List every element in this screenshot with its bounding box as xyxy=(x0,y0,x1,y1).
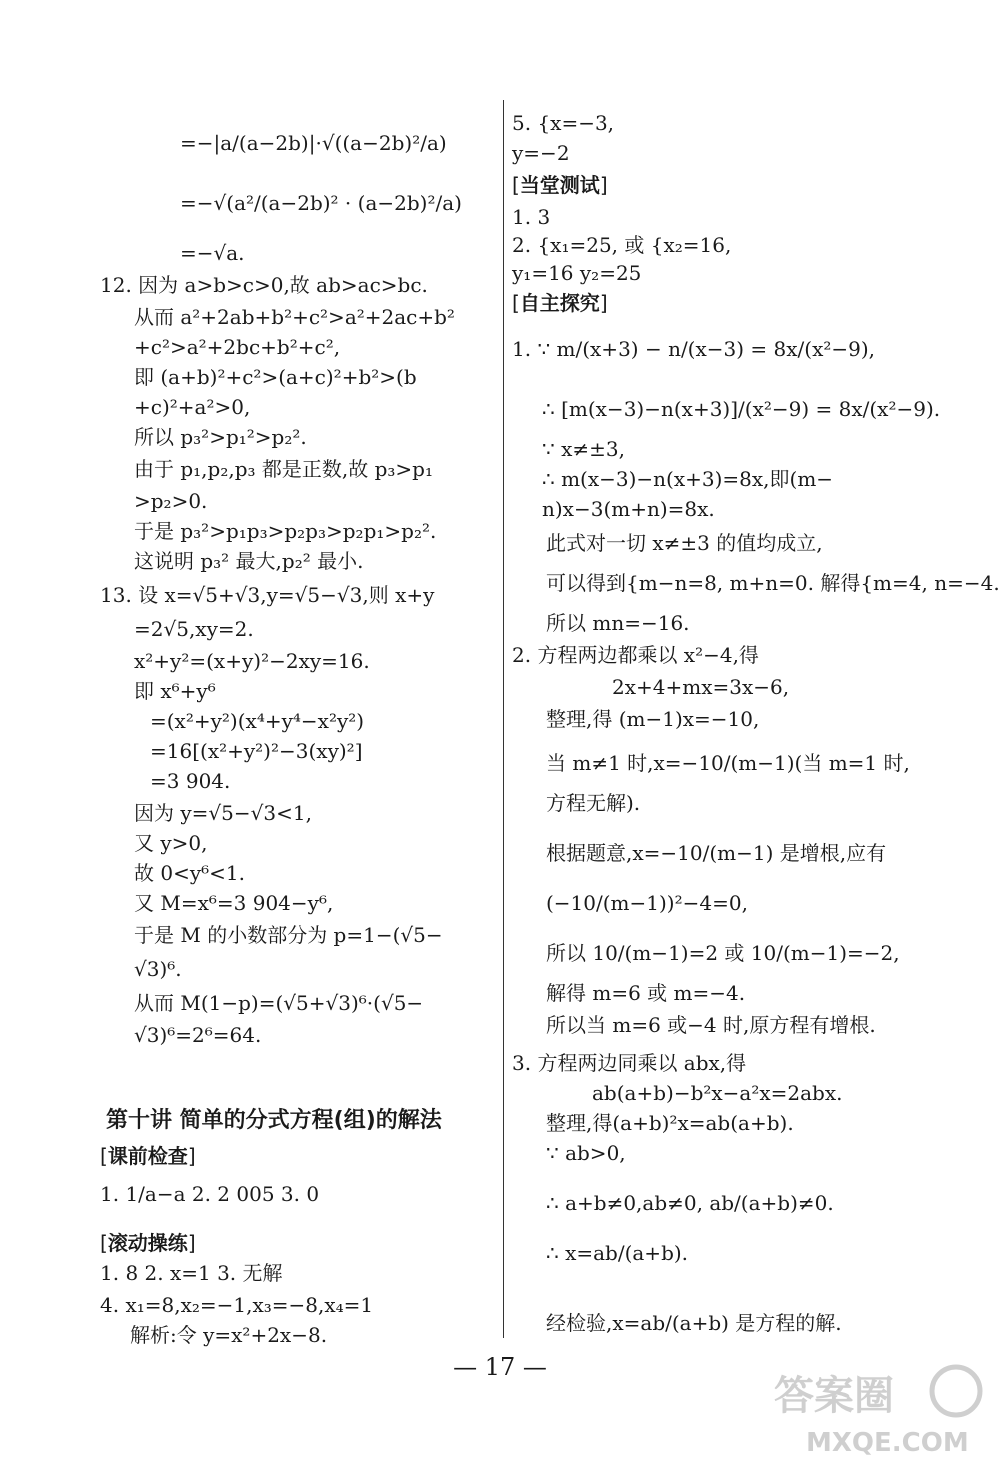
math-line: >p₂>0. xyxy=(134,489,208,513)
math-line: 由于 p₁,p₂,p₃ 都是正数,故 p₃>p₁ xyxy=(134,457,434,481)
explore-line: 此式对一切 x≠±3 的值均成立, xyxy=(546,531,823,555)
explore-line: ∴ m(x−3)−n(x+3)=8x,即(m− xyxy=(542,467,834,491)
section-class-test: [ 当堂测试 ] xyxy=(512,172,608,198)
explore-line: 所以 10/(m−1)=2 或 10/(m−1)=−2, xyxy=(546,941,900,965)
page-number: — 17 — xyxy=(453,1353,547,1381)
explore-line: 经检验,x=ab/(a+b) 是方程的解. xyxy=(546,1311,842,1335)
roll-answer-line: 1. 8 2. x=1 3. 无解 xyxy=(100,1261,283,1285)
explore-line: 1. ∵ m/(x+3) − n/(x−3) = 8x/(x²−9), xyxy=(512,337,876,361)
math-line: =−√(a²/(a−2b)² · (a−2b)²/a) xyxy=(180,191,462,215)
explore-line: ∴ a+b≠0,ab≠0, ab/(a+b)≠0. xyxy=(546,1191,834,1215)
section-self-explore: [ 自主探究 ] xyxy=(512,290,608,316)
math-line: 即 (a+b)²+c²>(a+c)²+b²>(b xyxy=(134,365,417,389)
math-line: =−√a. xyxy=(180,241,245,265)
roll-answer-line: 4. x₁=8,x₂=−1,x₃=−8,x₄=1 xyxy=(100,1293,374,1317)
math-line: √3)⁶=2⁶=64. xyxy=(134,1023,262,1047)
svg-text:答案圈: 答案圈 xyxy=(774,1373,894,1419)
math-line: 13. 设 x=√5+√3,y=√5−√3,则 x+y xyxy=(100,583,435,607)
math-line: 故 0<y⁶<1. xyxy=(134,861,245,885)
explore-line: 方程无解). xyxy=(546,791,641,815)
explore-line: n)x−3(m+n)=8x. xyxy=(542,497,715,521)
math-line: 从而 a²+2ab+b²+c²>a²+2ac+b² xyxy=(134,305,455,329)
section-pre-check: [ 课前检查 ] xyxy=(100,1143,196,1169)
explore-line: 3. 方程两边同乘以 abx,得 xyxy=(512,1051,747,1075)
explore-line: 整理,得 (m−1)x=−10, xyxy=(546,707,760,731)
math-line: 即 x⁶+y⁶ xyxy=(134,679,216,703)
math-line: 于是 M 的小数部分为 p=1−(√5− xyxy=(134,923,443,947)
explore-line: (−10/(m−1))²−4=0, xyxy=(546,891,748,915)
explore-line: 所以当 m=6 或−4 时,原方程有增根. xyxy=(546,1013,876,1037)
explore-line: ab(a+b)−b²x−a²x=2abx. xyxy=(592,1081,843,1105)
explore-line: 根据题意,x=−10/(m−1) 是增根,应有 xyxy=(546,841,887,865)
explore-line: 可以得到{m−n=8, m+n=0. 解得{m=4, n=−4. xyxy=(546,571,1000,595)
explore-line: 所以 mn=−16. xyxy=(546,611,690,635)
roll-answer-line: 解析:令 y=x²+2x−8. xyxy=(130,1323,328,1347)
math-line: =16[(x²+y²)²−3(xy)²] xyxy=(150,739,363,763)
test-answer-line: y₁=16 y₂=25 xyxy=(512,261,642,285)
math-line: =−|a/(a−2b)|·√((a−2b)²/a) xyxy=(180,131,447,155)
math-line: 这说明 p₃² 最大,p₂² 最小. xyxy=(134,549,364,573)
pre-check-answers: 1. 1/a−a 2. 2 005 3. 0 xyxy=(100,1182,320,1206)
test-answer-line: 1. 3 xyxy=(512,205,551,229)
explore-line: ∵ x≠±3, xyxy=(542,437,625,461)
lecture-title: 第十讲 简单的分式方程(组)的解法 xyxy=(106,1108,442,1133)
explore-line: ∴ x=ab/(a+b). xyxy=(546,1241,689,1265)
math-line: 所以 p₃²>p₁²>p₂². xyxy=(134,425,307,449)
math-line: 12. 因为 a>b>c>0,故 ab>ac>bc. xyxy=(100,273,428,297)
math-line: =(x²+y²)(x⁴+y⁴−x²y²) xyxy=(150,709,365,733)
math-line: 又 y>0, xyxy=(134,831,208,855)
explore-line: 解得 m=6 或 m=−4. xyxy=(546,981,746,1005)
explore-line: 2x+4+mx=3x−6, xyxy=(612,675,790,699)
explore-line: 当 m≠1 时,x=−10/(m−1)(当 m=1 时, xyxy=(546,751,910,775)
math-line: x²+y²=(x+y)²−2xy=16. xyxy=(134,649,370,673)
math-line: 因为 y=√5−√3<1, xyxy=(134,801,312,825)
test-answer-line: 2. {x₁=25, 或 {x₂=16, xyxy=(512,233,732,257)
math-line: =3 904. xyxy=(150,769,231,793)
math-line: 从而 M(1−p)=(√5+√3)⁶·(√5− xyxy=(134,991,424,1015)
column-divider xyxy=(503,100,504,1338)
section-roll-practice: [ 滚动操练 ] xyxy=(100,1230,196,1256)
explore-line: ∵ ab>0, xyxy=(546,1141,626,1165)
math-line: √3)⁶. xyxy=(134,957,182,981)
explore-line: 2. 方程两边都乘以 x²−4,得 xyxy=(512,643,759,667)
math-line: =2√5,xy=2. xyxy=(134,617,254,641)
answer-line: 5. {x=−3, xyxy=(512,111,615,135)
explore-line: 整理,得(a+b)²x=ab(a+b). xyxy=(546,1111,794,1135)
math-line: +c)²+a²>0, xyxy=(134,395,251,419)
svg-text:MXQE.COM: MXQE.COM xyxy=(806,1428,969,1458)
math-line: 又 M=x⁶=3 904−y⁶, xyxy=(134,891,334,915)
answer-line: y=−2 xyxy=(512,141,570,165)
math-line: 于是 p₃²>p₁p₃>p₂p₃>p₂p₁>p₂². xyxy=(134,519,437,543)
explore-line: ∴ [m(x−3)−n(x+3)]/(x²−9) = 8x/(x²−9). xyxy=(542,397,941,421)
watermark-logo xyxy=(766,1361,986,1461)
math-line: +c²>a²+2bc+b²+c², xyxy=(134,335,341,359)
